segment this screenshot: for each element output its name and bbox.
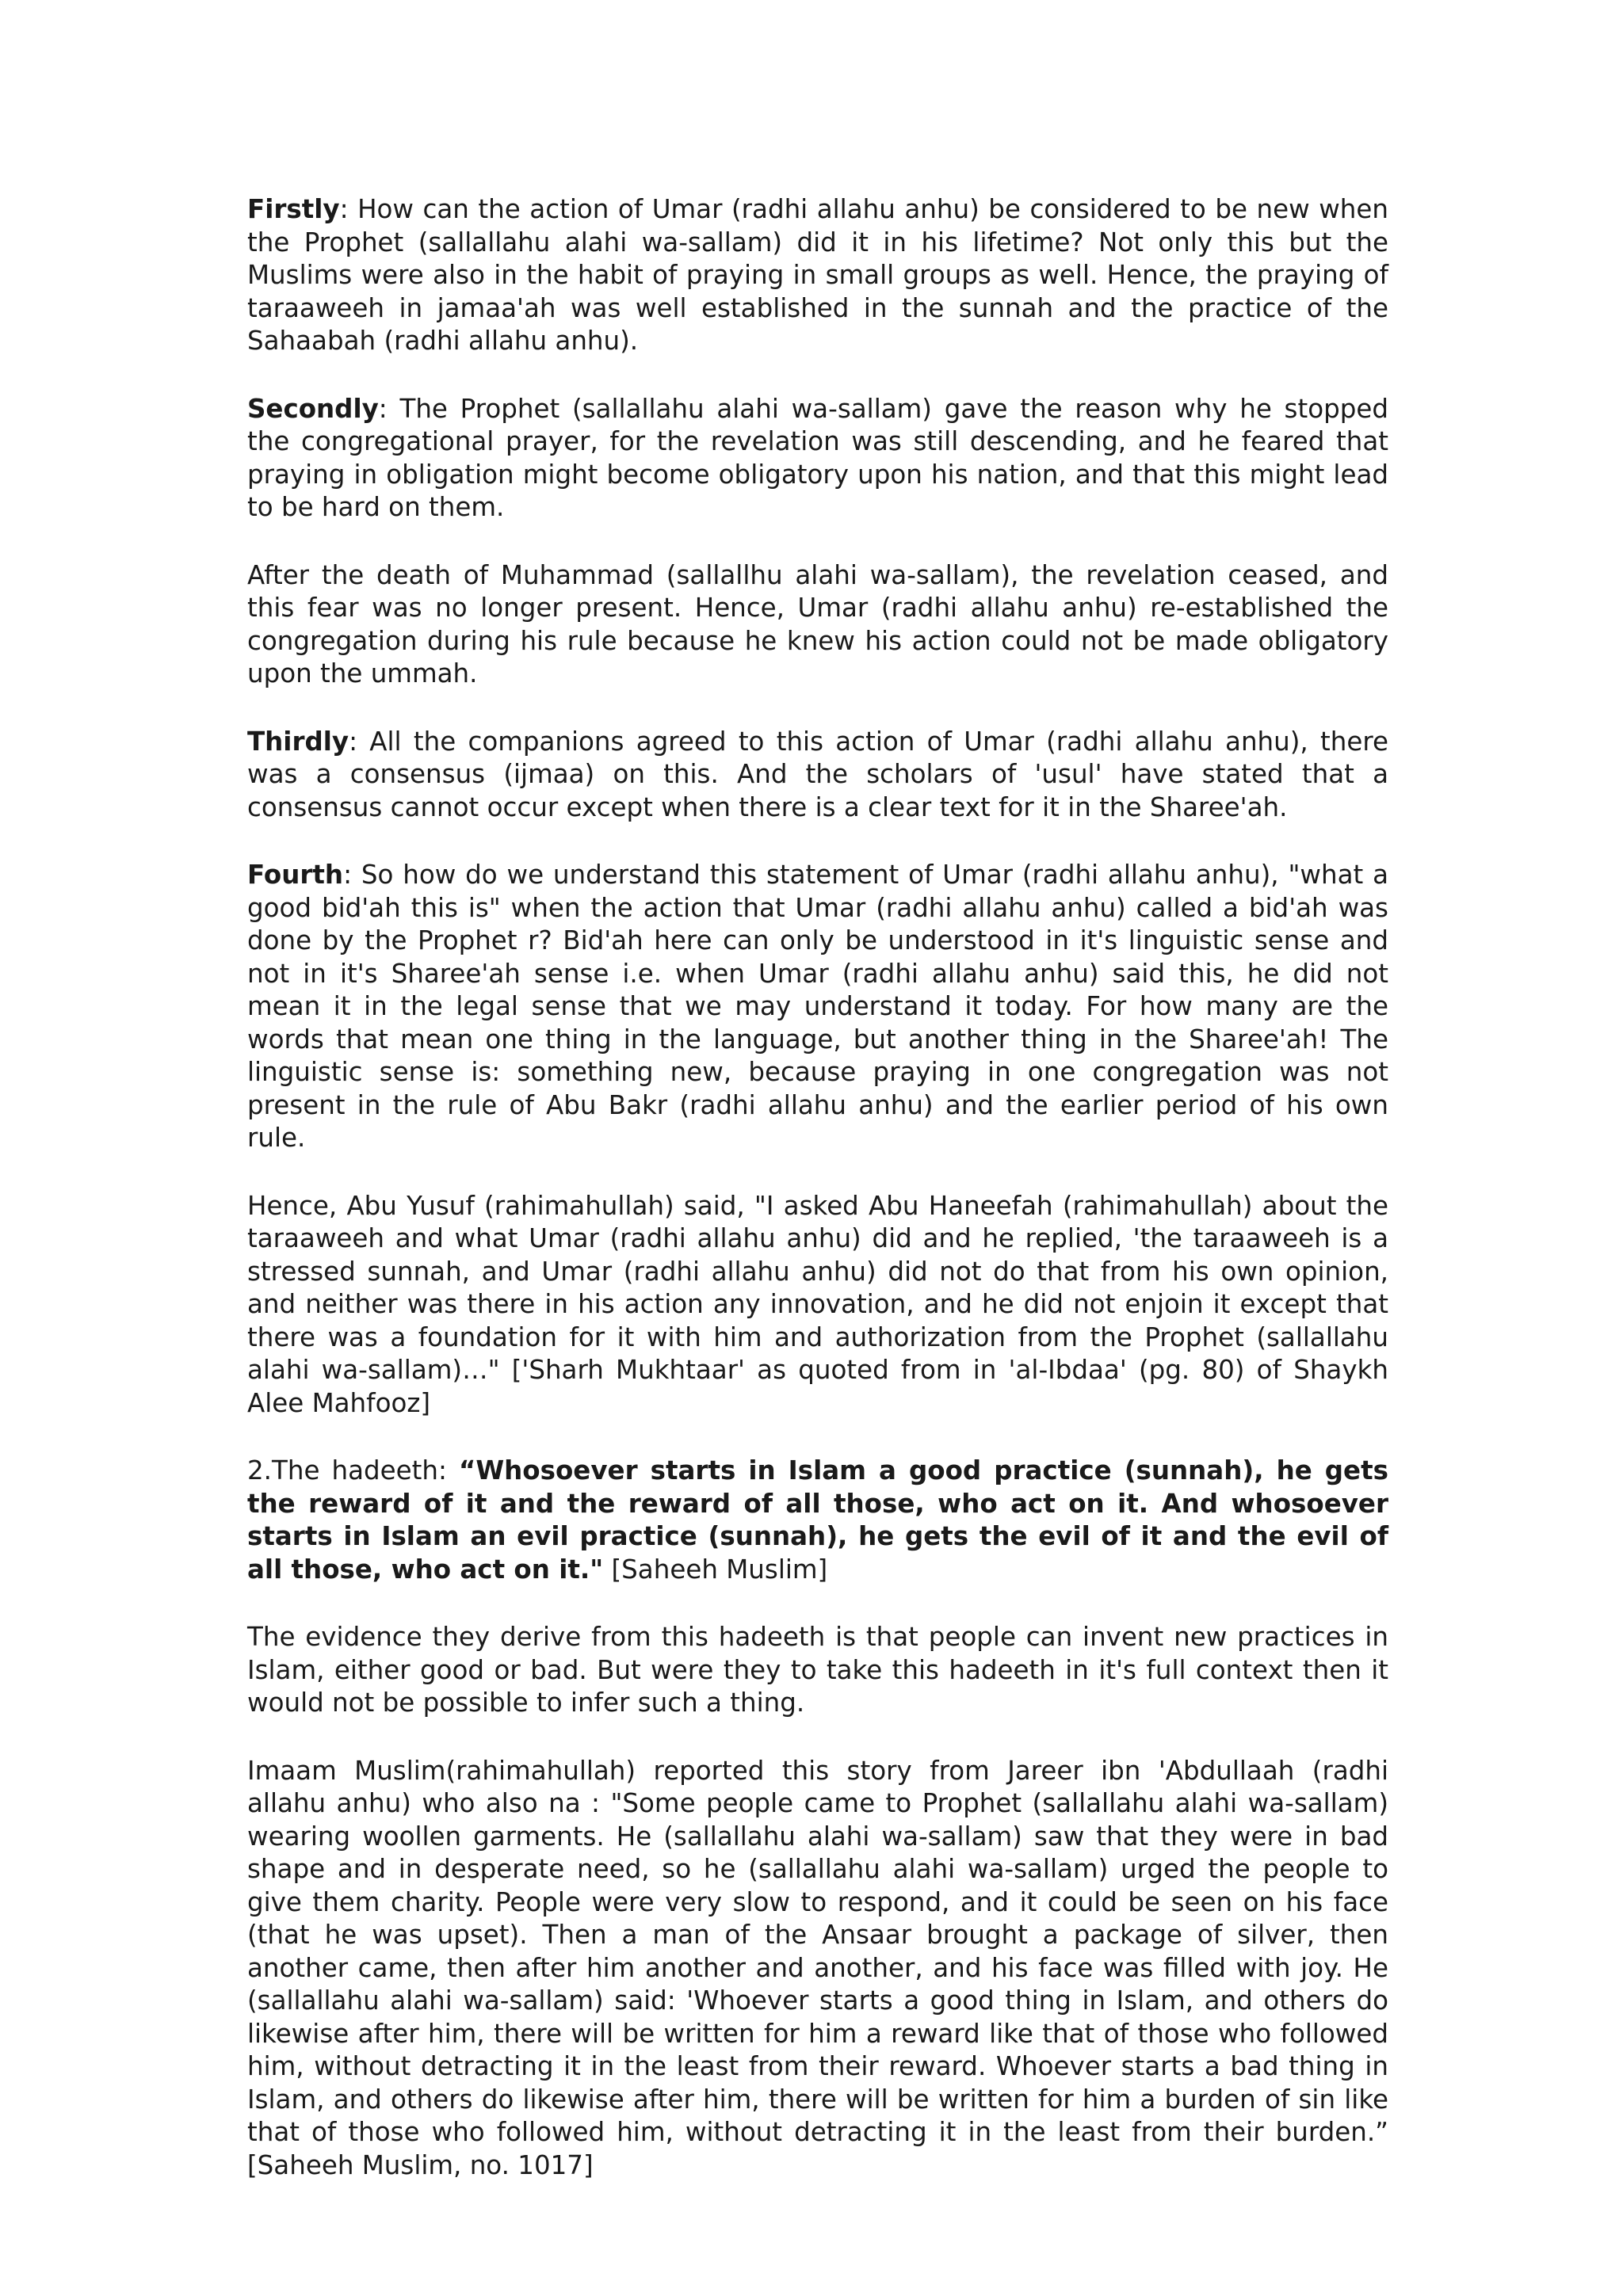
paragraph-text: : How can the action of Umar (radhi allahu anhu) be considered to be new when the Prophet (sallallahu alahi wa-sallam) did it in his lifetime? Not only this but the Muslims were also in the habit of praying in small groups as well. Hence, the praying of taraaweeh in jamaa'ah was well established in the sunnah and the practice of the Sahaabah (radhi allahu anhu). — [247, 194, 1388, 356]
paragraph-lead: Fourth — [247, 860, 344, 890]
paragraph-lead: Thirdly — [247, 726, 349, 757]
paragraph-thirdly — [247, 726, 1388, 825]
paragraph-hadeeth — [247, 1455, 1388, 1586]
paragraph-text: After the death of Muhammad (sallallhu alahi wa-sallam), the revelation ceased, and this fear was no longer present. Hence, Umar (radhi allahu anhu) re-established the congregation during his rule because he knew his action could not be made obligatory upon the ummah. — [247, 559, 1388, 688]
document-page — [247, 193, 1388, 2217]
paragraph-lead: Firstly — [247, 194, 340, 224]
paragraph-text: : All the companions agreed to this action of Umar (radhi allahu anhu), there was a consensus (ijmaa) on this. And the scholars of 'usul' have stated that a consensus cannot occur except when there is a clear text for it in the Sharee'ah. — [247, 726, 1388, 822]
paragraph-text: : So how do we understand this statement of Umar (radhi allahu anhu), "what a good bid'ah this is" when the action that Umar (radhi allahu anhu) called a bid'ah was done by the Prophet r? Bid'ah here can only be understood in it's linguistic sense and not in it's Sharee'ah sense i.e. when Umar (radhi allahu anhu) said this, he did not mean it in the legal sense that we may understand it today. For how many are the words that mean one thing in the language, but another thing in the Sharee'ah! The linguistic sense is: something new, because praying in one congregation was not present in the rule of Abu Bakr (radhi allahu anhu) and the earlier period of his own rule. — [247, 860, 1388, 1153]
paragraph-fourth — [247, 859, 1388, 1155]
paragraph-firstly — [247, 193, 1388, 358]
hadeeth-prefix: 2.The hadeeth: — [247, 1455, 459, 1486]
paragraph-text: Hence, Abu Yusuf (rahimahullah) said, "I asked Abu Haneefah (rahimahullah) about the taraaweeh and what Umar (radhi allahu anhu) did and he replied, 'the taraaweeh is a stressed sunnah, and Umar (radhi allahu anhu) did not do that from his own opinion, and neither was there in his action any innovation, and he did not enjoin it except that there was a foundation for it with him and authorization from the Prophet (sallallahu alahi wa-sallam)…" ['Sharh Mukhtaar' as quoted from in 'al-Ibdaa' (pg. 80) of Shaykh Alee Mahfooz] — [247, 1190, 1388, 1418]
paragraph-after-death — [247, 559, 1388, 691]
paragraph-secondly — [247, 393, 1388, 524]
paragraph-abu-yusuf — [247, 1190, 1388, 1421]
paragraph-text: : The Prophet (sallallahu alahi wa-sallam) gave the reason why he stopped the congregational prayer, for the revelation was still descending, and he feared that praying in obligation might become obligatory upon his nation, and that this might lead to be hard on them. — [247, 393, 1388, 522]
paragraph-imaam-muslim — [247, 1755, 1388, 2183]
paragraph-text: The evidence they derive from this hadeeth is that people can invent new practices in Islam, either good or bad. But were they to take this hadeeth in it's full context then it would not be possible to infer such a thing. — [247, 1622, 1388, 1718]
paragraph-text: Imaam Muslim(rahimahullah) reported this story from Jareer ibn 'Abdullaah (radhi allahu anhu) who also na : "Some people came to Prophet (sallallahu alahi wa-sallam) wearing woollen garments. He (sallallahu alahi wa-sallam) saw that they were in bad shape and in desperate need, so he (sallallahu alahi wa-sallam) urged the people to give them charity. People were very slow to respond, and it could be seen on his face (that he was upset). Then a man of the Ansaar brought a package of silver, then another came, then after him another and another, and his face was filled with joy. He (sallallahu alahi wa-sallam) said: 'Whoever starts a good thing in Islam, and others do likewise after him, there will be written for him a reward like that of those who followed him, without detracting it in the least from their reward. Whoever starts a bad thing in Islam, and others do likewise after him, there will be written for him a burden of sin like that of those who followed him, without detracting it in the least from their burden.” [Saheeh Muslim, no. 1017] — [247, 1755, 1388, 2180]
hadeeth-quote: “Whosoever starts in Islam a good practice (sunnah), he gets the reward of it and the reward of all those, who act on it. And whosoever starts in Islam an evil practice (sunnah), he gets the evil of it and the evil of all those, who act on it." — [247, 1455, 1388, 1585]
paragraph-lead: Secondly — [247, 393, 379, 424]
paragraph-evidence — [247, 1621, 1388, 1720]
hadeeth-source: [Saheeh Muslim] — [603, 1554, 828, 1585]
